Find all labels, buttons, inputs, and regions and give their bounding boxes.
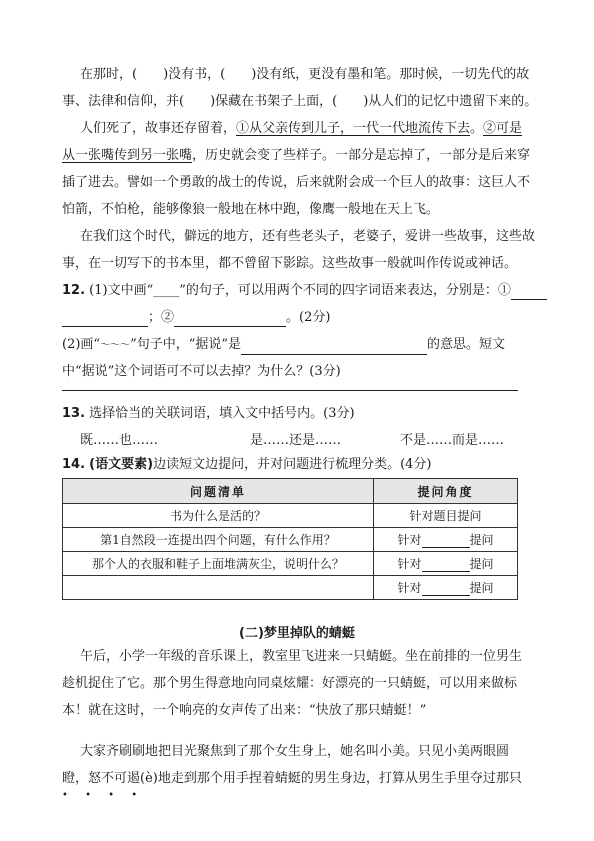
section-title: (二)梦里掉队的蜻蜓 [239, 626, 355, 641]
angle-text: 提问 [469, 557, 494, 571]
angle-cell [374, 552, 518, 576]
table-header: 提问角度 [374, 479, 518, 504]
passage-line: 事、法律和信仰，并( )保藏在书架子上面，( )从人们的记忆中遗留下来的。 [62, 94, 538, 109]
answer-blank[interactable] [241, 340, 427, 355]
passage-line: 怕箭，不怕枪，能够像狼一般地在林中跑，像鹰一般地在天上飞。 [62, 202, 440, 217]
question-number: 12. [62, 283, 86, 298]
question-number: 13. [62, 406, 86, 421]
answer-blank[interactable] [422, 557, 470, 572]
underlined-sentence: ②可是 [483, 121, 523, 136]
passage-line [80, 120, 522, 138]
question-table [62, 478, 518, 600]
question-number: 14. [62, 457, 86, 472]
question-12 [62, 282, 547, 300]
text: ”句子中，“据说”是 [130, 337, 242, 352]
table-header: 问题清单 [63, 479, 374, 504]
wavy-mark: ～～～ [100, 340, 131, 351]
text: ，历史就会变了些样子。一部分是忘掉了，一部分是后来穿 [192, 148, 531, 163]
question-13 [62, 405, 355, 423]
question-14 [62, 456, 431, 474]
passage-line: 插了进去。譬如一个勇敢的战士的传说，后来就附会成一个巨人的故事：这巨人不 [62, 175, 531, 190]
table-row [63, 576, 518, 600]
angle-text: 提问 [469, 581, 494, 595]
question-cell[interactable] [63, 576, 374, 600]
angle-cell [374, 576, 518, 600]
table-row [63, 528, 518, 552]
angle-text: 提问 [469, 533, 494, 547]
answer-blank[interactable] [174, 312, 286, 327]
question-12-line2 [62, 309, 330, 327]
angle-text: 针对 [397, 533, 422, 547]
question-cell: 第1自然段一连提出四个问题，有什么作用？ [63, 528, 374, 552]
text: (2)画“ [62, 337, 101, 352]
angle-text: 针对题目提问 [409, 509, 482, 523]
passage-line: 午后，小学一年级的音乐课上，教室里飞进来一只蜻蜓。坐在前排的一位男生 [80, 649, 523, 664]
underlined-sentence: 从一张嘴传到另一张嘴 [62, 148, 193, 163]
passage-line: 事，在一切写下的书本里，都不曾留下影踪。这些故事一般就叫作传说或神话。 [62, 256, 518, 271]
question-12-line4: 中“据说”这个词语可不可以去掉？为什么？(3分) [62, 364, 341, 379]
question-cell: 那个人的衣服和鞋子上面堆满灰尘，说明什么？ [63, 552, 374, 576]
text: 。(2分) [286, 310, 331, 325]
question-tag: (语文要素) [89, 457, 154, 472]
answer-blank[interactable] [62, 312, 148, 327]
passage-line: 大家齐刷刷地把目光聚焦到了那个女生身上，她名叫小美。只见小美两眼圆 [80, 744, 510, 759]
passage-line: 在那时，( )没有书，( )没有纸，更没有墨和笔。那时候，一切先代的故 [80, 67, 530, 82]
angle-text: 针对 [397, 581, 422, 595]
question-cell: 书为什么是活的？ [63, 504, 374, 528]
passage-line: 瞪，怒不可遏(è)地走到那个用手捏着蜻蜓的男生身边，打算从男生手里夺过那只 [62, 771, 522, 786]
angle-cell [374, 504, 518, 528]
angle-cell [374, 528, 518, 552]
question-12-part2 [62, 336, 505, 355]
option: 是……还是…… [250, 433, 342, 448]
passage-line: 趁机捉住了它。那个男生得意地向同桌炫耀：好漂亮的一只蜻蜓，可以用来做标 [62, 676, 518, 691]
text: 人们死了，故事还存留着， [80, 121, 237, 136]
emphasis-dots: • • • • [62, 790, 145, 801]
underlined-sentence: ①从父亲传到儿子，一代一代地流传下去 [236, 121, 471, 136]
question-text: 选择恰当的关联词语，填入文中括号内。(3分) [89, 406, 355, 421]
question-text: (1)文中画“____”的句子，可以用两个不同的四字词语来表达，分别是：① [89, 283, 511, 298]
text: 的意思。短文 [427, 337, 506, 352]
angle-text: 针对 [397, 557, 422, 571]
table-row [63, 552, 518, 576]
text: ；② [148, 310, 175, 325]
answer-line[interactable] [62, 390, 518, 391]
option: 不是……而是…… [400, 433, 505, 448]
table-row [63, 504, 518, 528]
text: 。 [470, 121, 484, 136]
option: 既……也…… [80, 433, 159, 448]
question-text: 边读短文边提问，并对问题进行梳理分类。(4分) [153, 457, 432, 472]
table-header-row [63, 479, 518, 504]
passage-line: 在我们这个时代，僻远的地方，还有些老头子，老婆子，爱讲一些故事，这些故 [80, 229, 536, 244]
answer-blank[interactable] [422, 533, 470, 548]
answer-blank[interactable] [511, 285, 547, 300]
passage-line [62, 147, 530, 165]
passage-line: 本！就在这时，一个响亮的女声传了出来：“快放了那只蜻蜓！” [62, 703, 427, 718]
answer-blank[interactable] [422, 581, 470, 596]
